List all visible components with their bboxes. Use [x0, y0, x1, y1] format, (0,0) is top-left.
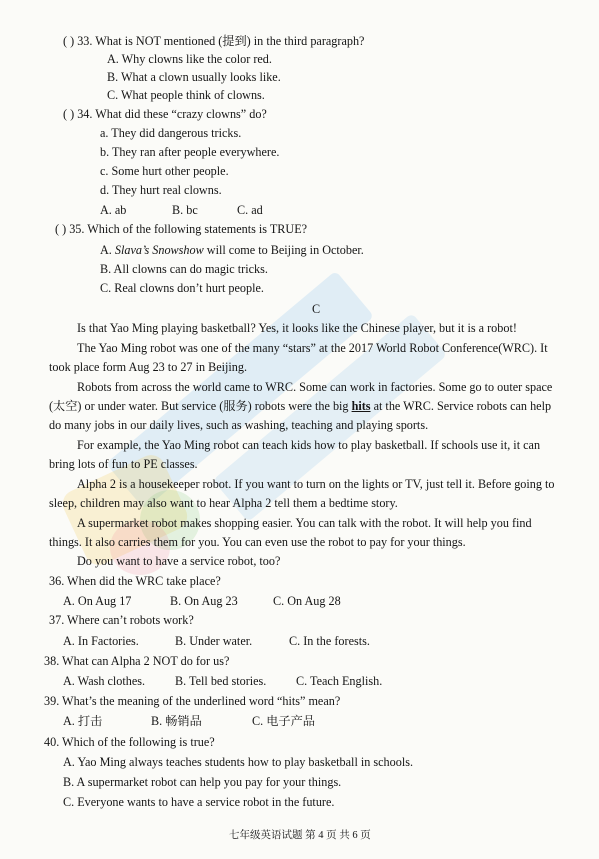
q34-item-c: c. Some hurt other people. [100, 164, 229, 178]
q40-option-b: B. A supermarket robot can help you pay for your things. [63, 775, 342, 789]
passage-p4-line1: For example, the Yao Ming robot can teach kids how to play basketball. If schools use it, it can [77, 438, 541, 452]
q40-stem: 40. Which of the following is true? [44, 735, 215, 749]
passage-p3-line2 [49, 399, 551, 414]
q34-choice-b: B. bc [172, 203, 198, 217]
q35-option-a-title: Slava’s Snowshow [114, 243, 204, 257]
passage-p6-line1: A supermarket robot makes shopping easier. You can talk with the robot. It will help you find [77, 516, 532, 530]
q37-stem: 37. Where can’t robots work? [49, 613, 194, 627]
q36-option-c: C. On Aug 28 [273, 594, 341, 608]
passage-p4-line2: bring lots of fun to PE classes. [49, 457, 198, 471]
page-footer: 七年级英语试题 第 4 页 共 6 页 [229, 830, 371, 841]
q34-choice-c: C. ad [237, 203, 263, 217]
passage-p1: Is that Yao Ming playing basketball? Yes, it looks like the Chinese player, but it is a robot! [77, 321, 517, 335]
passage-p6-line2: things. It also carries them for you. You can even use the robot to pay for your things. [49, 535, 466, 549]
q35-option-a [100, 243, 364, 258]
q40-option-c: C. Everyone wants to have a service robot in the future. [63, 795, 335, 809]
q33-option-a: A. Why clowns like the color red. [107, 52, 272, 66]
passage-p5-line1: Alpha 2 is a housekeeper robot. If you want to turn on the lights or TV, just tell it. Before going to [77, 477, 555, 491]
section-heading: C [312, 302, 321, 316]
passage-p3-line2-start: (太空) or under water. But service (服务) robots were the big [49, 399, 352, 413]
passage-p3-line2-end: at the WRC. Service robots can help [370, 399, 552, 413]
passage-p3-line1: Robots from across the world came to WRC. Some can work in factories. Some go to outer space [77, 380, 553, 394]
q33-stem: ( ) 33. What is NOT mentioned (提到) in the third paragraph? [63, 34, 365, 48]
passage-p2-line1: The Yao Ming robot was one of the many “stars” at the 2017 World Robot Conference(WRC). It [77, 341, 548, 355]
q35-option-c: C. Real clowns don’t hurt people. [100, 281, 264, 295]
q37-option-c: C. In the forests. [289, 634, 370, 648]
q34-choice-a: A. ab [100, 203, 127, 217]
q37-option-b: B. Under water. [175, 634, 253, 648]
q33-option-c: C. What people think of clowns. [107, 88, 265, 102]
passage-p7: Do you want to have a service robot, too? [77, 554, 281, 568]
q38-option-a: A. Wash clothes. [63, 674, 146, 688]
q38-option-b: B. Tell bed stories. [175, 674, 267, 688]
passage-p3-line3: do many jobs in our daily lives, such as washing, teaching and playing sports. [49, 418, 429, 432]
q37-option-a: A. In Factories. [63, 634, 139, 648]
underlined-word-hits: hits [351, 399, 371, 413]
q36-stem: 36. When did the WRC take place? [49, 574, 221, 588]
q34-stem: ( ) 34. What did these “crazy clowns” do? [63, 107, 267, 121]
q34-item-b: b. They ran after people everywhere. [100, 145, 280, 159]
q38-stem: 38. What can Alpha 2 NOT do for us? [44, 654, 230, 668]
q34-item-a: a. They did dangerous tricks. [100, 126, 242, 140]
q40-option-a: A. Yao Ming always teaches students how to play basketball in schools. [63, 755, 414, 769]
q35-stem: ( ) 35. Which of the following statements is TRUE? [55, 222, 308, 236]
q34-item-d: d. They hurt real clowns. [100, 183, 222, 197]
q35-option-b: B. All clowns can do magic tricks. [100, 262, 268, 276]
q36-option-a: A. On Aug 17 [63, 594, 132, 608]
q39-option-c: C. 电子产品 [252, 714, 315, 728]
q33-option-b: B. What a clown usually looks like. [107, 70, 281, 84]
passage-p5-line2: sleep, children may also want to hear Alpha 2 tell them a bedtime story. [49, 496, 398, 510]
passage-p2-line2: took place form Aug 23 to 27 in Beijing. [49, 360, 248, 374]
q39-stem: 39. What’s the meaning of the underlined word “hits” mean? [44, 694, 341, 708]
q36-option-b: B. On Aug 23 [170, 594, 238, 608]
q35-option-a-suffix: will come to Beijing in October. [203, 243, 364, 257]
q35-option-a-prefix: A. [100, 243, 115, 257]
q39-option-a: A. 打击 [63, 714, 103, 728]
q38-option-c: C. Teach English. [296, 674, 383, 688]
q39-option-b: B. 畅销品 [151, 714, 202, 728]
